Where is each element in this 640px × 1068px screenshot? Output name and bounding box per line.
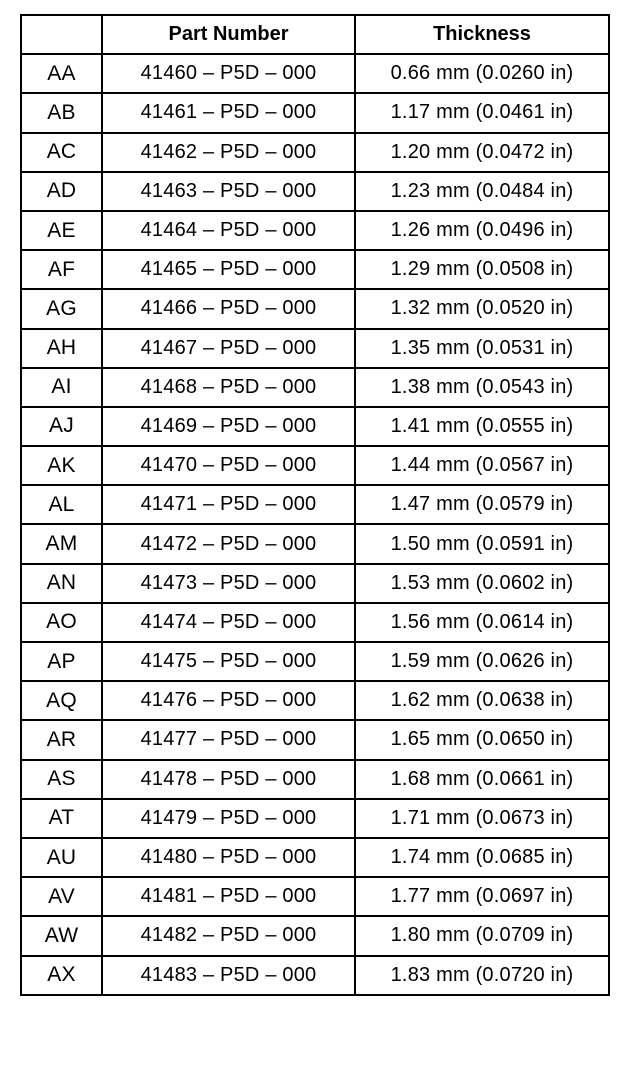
row-part-number-cell: 41468 – P5D – 000 [102,368,355,407]
row-thickness-cell: 1.26 mm (0.0496 in) [355,211,609,250]
row-part-number-cell: 41469 – P5D – 000 [102,407,355,446]
table-row [21,133,609,172]
table-row [21,681,609,720]
row-part-number-cell: 41462 – P5D – 000 [102,133,355,172]
table-row [21,760,609,799]
row-thickness-cell: 1.17 mm (0.0461 in) [355,93,609,132]
row-part-number-cell: 41480 – P5D – 000 [102,838,355,877]
row-thickness-cell: 1.50 mm (0.0591 in) [355,524,609,563]
row-part-number-cell: 41473 – P5D – 000 [102,564,355,603]
row-thickness-cell: 1.68 mm (0.0661 in) [355,760,609,799]
row-code-cell: AL [21,485,102,524]
row-code-cell: AO [21,603,102,642]
table-row [21,446,609,485]
table-row [21,329,609,368]
table-body [21,54,609,995]
row-part-number-cell: 41482 – P5D – 000 [102,916,355,955]
row-part-number-cell: 41478 – P5D – 000 [102,760,355,799]
row-code-cell: AC [21,133,102,172]
row-thickness-cell: 1.23 mm (0.0484 in) [355,172,609,211]
row-code-cell: AQ [21,681,102,720]
row-part-number-cell: 41471 – P5D – 000 [102,485,355,524]
row-part-number-cell: 41474 – P5D – 000 [102,603,355,642]
row-part-number-cell: 41472 – P5D – 000 [102,524,355,563]
row-part-number-cell: 41464 – P5D – 000 [102,211,355,250]
row-part-number-cell: 41475 – P5D – 000 [102,642,355,681]
row-thickness-cell: 1.38 mm (0.0543 in) [355,368,609,407]
row-code-cell: AJ [21,407,102,446]
table-row [21,916,609,955]
row-thickness-cell: 1.53 mm (0.0602 in) [355,564,609,603]
row-part-number-cell: 41481 – P5D – 000 [102,877,355,916]
row-thickness-cell: 1.35 mm (0.0531 in) [355,329,609,368]
row-code-cell: AB [21,93,102,132]
row-thickness-cell: 1.77 mm (0.0697 in) [355,877,609,916]
row-code-cell: AH [21,329,102,368]
row-part-number-cell: 41466 – P5D – 000 [102,289,355,328]
row-part-number-cell: 41470 – P5D – 000 [102,446,355,485]
row-code-cell: AN [21,564,102,603]
row-code-cell: AP [21,642,102,681]
table-row [21,289,609,328]
table-row [21,172,609,211]
row-code-cell: AT [21,799,102,838]
row-part-number-cell: 41460 – P5D – 000 [102,54,355,93]
row-code-cell: AS [21,760,102,799]
table-row [21,93,609,132]
table-header-row [21,15,609,54]
row-thickness-cell: 1.83 mm (0.0720 in) [355,956,609,995]
table-row [21,838,609,877]
row-part-number-cell: 41483 – P5D – 000 [102,956,355,995]
row-thickness-cell: 1.56 mm (0.0614 in) [355,603,609,642]
row-code-cell: AU [21,838,102,877]
row-thickness-cell: 1.62 mm (0.0638 in) [355,681,609,720]
row-thickness-cell: 1.44 mm (0.0567 in) [355,446,609,485]
table-row [21,956,609,995]
header-code [21,15,102,54]
row-thickness-cell: 1.74 mm (0.0685 in) [355,838,609,877]
row-code-cell: AR [21,720,102,759]
table-row [21,211,609,250]
row-code-cell: AA [21,54,102,93]
row-thickness-cell: 1.59 mm (0.0626 in) [355,642,609,681]
row-part-number-cell: 41467 – P5D – 000 [102,329,355,368]
row-thickness-cell: 0.66 mm (0.0260 in) [355,54,609,93]
row-code-cell: AK [21,446,102,485]
row-thickness-cell: 1.71 mm (0.0673 in) [355,799,609,838]
row-part-number-cell: 41465 – P5D – 000 [102,250,355,289]
header-part-number: Part Number [102,15,355,54]
row-part-number-cell: 41461 – P5D – 000 [102,93,355,132]
header-thickness: Thickness [355,15,609,54]
row-thickness-cell: 1.41 mm (0.0555 in) [355,407,609,446]
row-part-number-cell: 41463 – P5D – 000 [102,172,355,211]
row-code-cell: AD [21,172,102,211]
shim-thickness-table [20,14,610,996]
table-row [21,642,609,681]
table-row [21,250,609,289]
table-row [21,54,609,93]
table-row [21,877,609,916]
row-code-cell: AE [21,211,102,250]
row-thickness-cell: 1.32 mm (0.0520 in) [355,289,609,328]
row-thickness-cell: 1.80 mm (0.0709 in) [355,916,609,955]
row-code-cell: AM [21,524,102,563]
row-code-cell: AG [21,289,102,328]
row-thickness-cell: 1.20 mm (0.0472 in) [355,133,609,172]
row-code-cell: AF [21,250,102,289]
table-row [21,407,609,446]
table-row [21,720,609,759]
row-part-number-cell: 41477 – P5D – 000 [102,720,355,759]
table-row [21,603,609,642]
row-code-cell: AW [21,916,102,955]
row-part-number-cell: 41476 – P5D – 000 [102,681,355,720]
row-code-cell: AV [21,877,102,916]
row-thickness-cell: 1.47 mm (0.0579 in) [355,485,609,524]
table-row [21,564,609,603]
table-row [21,799,609,838]
row-code-cell: AI [21,368,102,407]
table-row [21,524,609,563]
row-thickness-cell: 1.29 mm (0.0508 in) [355,250,609,289]
row-part-number-cell: 41479 – P5D – 000 [102,799,355,838]
shim-table-container [20,14,608,996]
table-row [21,485,609,524]
row-code-cell: AX [21,956,102,995]
table-row [21,368,609,407]
row-thickness-cell: 1.65 mm (0.0650 in) [355,720,609,759]
